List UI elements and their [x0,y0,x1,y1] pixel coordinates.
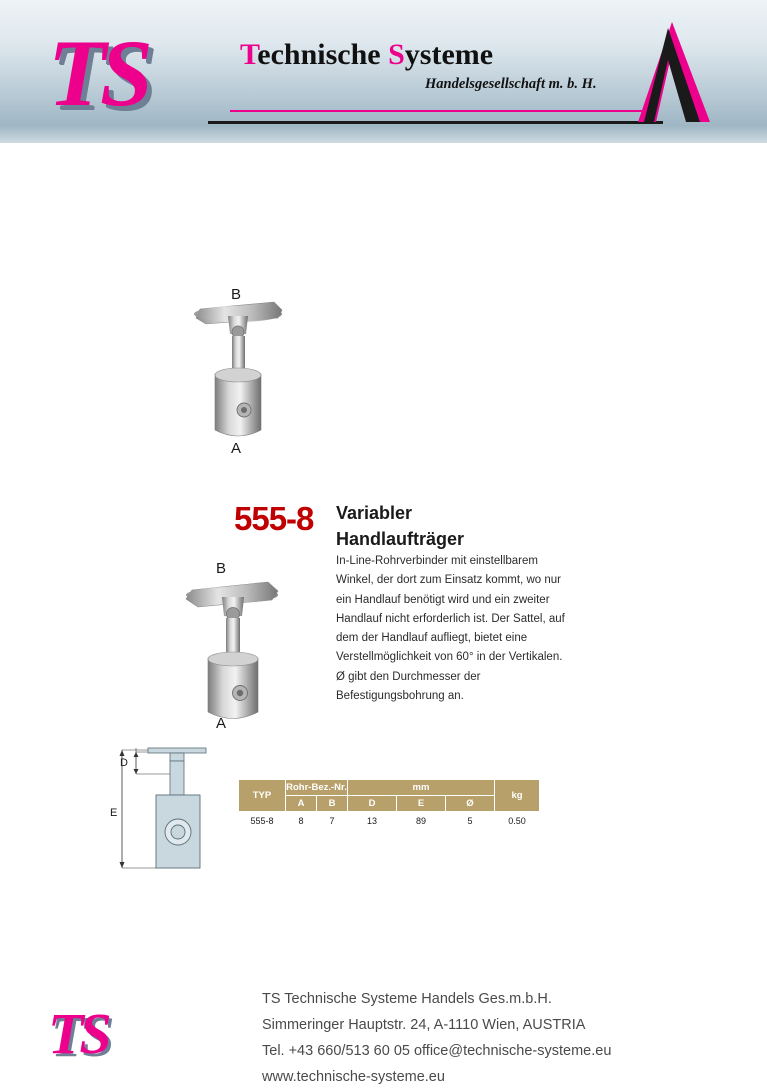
svg-text:D: D [120,757,128,769]
dimension-label-b-mid: B [216,560,227,577]
cell-typ: 555-8 [239,812,286,831]
footer-address: Simmeringer Hauptstr. 24, A-1110 Wien, AUSTRIA [262,1017,586,1033]
cell-d: 13 [348,812,397,831]
svg-text:E: E [110,807,118,819]
ts-logo [48,18,223,128]
subheader-d: D [348,796,397,812]
header-peak-graphic [630,22,710,127]
subheader-e: E [397,796,446,812]
product-photo-middle [168,560,298,740]
header-kg: kg [495,780,540,812]
footer-logo [48,1000,158,1068]
brand-title [240,38,493,72]
footer-phone-email: Tel. +43 660/513 60 05 office@technische-systeme.eu [262,1043,612,1059]
dimension-label-b-top: B [231,286,242,303]
header-inner [0,0,767,143]
product-title-line2: Handlaufträger [336,529,465,549]
subheader-b: B [317,796,348,812]
dimension-label-a-top: A [231,440,242,457]
cell-durchmesser: 5 [446,812,495,831]
header-mm: mm [348,780,495,796]
brand-title-cap-t: T [240,38,258,71]
header-rule-dark [208,121,663,124]
dimension-label-a-mid: A [216,715,227,732]
subheader-a: A [286,796,317,812]
cell-b: 7 [317,812,348,831]
product-photo-top [182,282,302,462]
cell-a: 8 [286,812,317,831]
technical-drawing [110,740,240,880]
brand-title-rest-systeme: ysteme [404,38,494,71]
footer-logo-text: TS [48,1001,108,1066]
footer-contact [262,986,732,1090]
cell-kg: 0.50 [495,812,540,831]
brand-subtitle: Handelsgesellschaft m. b. H. [425,76,597,92]
article-number: 555-8 [234,500,314,537]
subheader-durchmesser: Ø [446,796,495,812]
footer-website: www.technische-systeme.eu [262,1069,445,1085]
footer-company-name: TS Technische Systeme Handels Ges.m.b.H. [262,991,552,1007]
cell-e: 89 [397,812,446,831]
spec-table-head [239,780,540,812]
brand-title-rest-technische: echnische [257,38,389,71]
product-title [336,500,576,552]
product-description: In-Line-Rohrverbinder mit einstellbarem Winkel, der dort zum Einsatz kommt, wo nur ein Handlauf benötigt wird und ein zweiter Handlauf nicht erforderlich ist. Der Sattel, auf dem der Handlauf aufliegt, bietet eine Verstellmöglichkeit von 60° in der Vertikalen. Ø gibt den Durchmesser der Befestigungsbohrung an. [336,555,565,703]
table-row [239,812,540,831]
header-rule-pink [230,110,650,112]
ts-logo-text: TS [48,20,147,126]
page-header [0,0,767,143]
header-rohr-bez-nr: Rohr-Bez.-Nr. [286,780,348,796]
spec-table-group-header-row [239,780,540,796]
spec-table [238,779,540,830]
spec-table-body [239,812,540,831]
brand-title-cap-s: S [388,38,405,71]
header-typ: TYP [239,780,286,812]
product-title-line1: Variabler [336,503,413,523]
